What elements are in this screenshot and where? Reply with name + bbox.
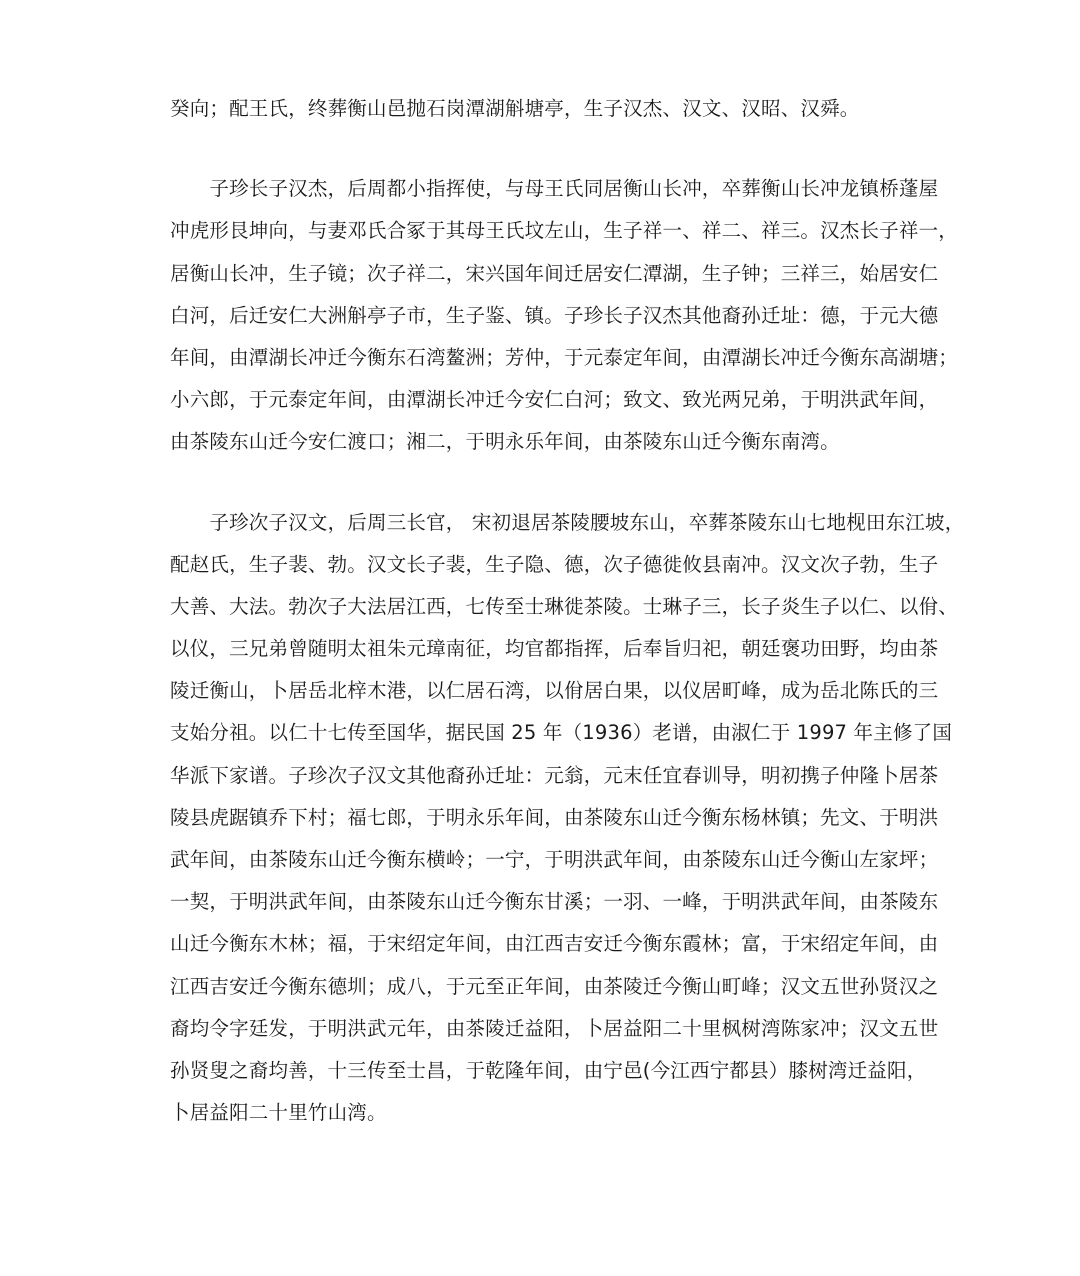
- text-line: 一契，于明洪武年间，由茶陵东山迁今衡东甘溪；一羽、一峰，于明洪武年间，由茶陵东: [170, 890, 939, 914]
- text-line: 裔均令字廷发，于明洪武元年，由茶陵迁益阳，卜居益阳二十里枫树湾陈家冲；汉文五世: [170, 1016, 939, 1040]
- paragraph-3: [170, 502, 965, 1135]
- text-line: 孙贤叟之裔均善，十三传至士昌，于乾隆年间，由宁邑(今江西宁都县）膝树湾迁益阳，: [170, 1058, 927, 1082]
- text-line: 江西吉安迁今衡东德圳；成八，于元至正年间，由茶陵迁今衡山町峰；汉文五世孙贤汉之: [170, 974, 939, 998]
- text-line: 大善、大法。勃次子大法居江西，七传至士琳徙茶陵。士琳子三，长子炎生子以仁、以佾、: [170, 594, 959, 618]
- paragraph-1: [170, 88, 965, 130]
- text-line: 年间，由潭湖长冲迁今衡东石湾鳌洲；芳仲，于元泰定年间，由潭湖长冲迁今衡东高湖塘；: [170, 345, 959, 369]
- text-line: 华派下家谱。子珍次子汉文其他裔孙迁址：元翁，元末任宜春训导，明初携子仲隆卜居茶: [170, 763, 939, 787]
- text-line: 配赵氏，生子裴、勃。汉文长子裴，生子隐、德，次子德徙攸县南冲。汉文次子勃，生子: [170, 552, 939, 576]
- text-line: 卜居益阳二十里竹山湾。: [170, 1101, 387, 1125]
- text-line: 山迁今衡东木林；福，于宋绍定年间，由江西吉安迁今衡东霞林；富，于宋绍定年间，由: [170, 932, 939, 956]
- text-line: 陵迁衡山，卜居岳北梓木港，以仁居石湾，以佾居白果，以仪居町峰，成为岳北陈氏的三: [170, 679, 939, 703]
- text-line: 支始分祖。以仁十七传至国华，据民国 25 年（1936）老谱，由淑仁于 1997 年主修了国: [170, 721, 953, 745]
- text-line: 子珍次子汉文，后周三长官， 宋初退居茶陵腰坡东山，卒葬茶陵东山七地枧田东江坡，: [170, 510, 965, 534]
- text-line: 由茶陵东山迁今安仁渡口；湘二，于明永乐年间，由茶陵东山迁今衡东南湾。: [170, 430, 840, 454]
- text-line: 冲虎形艮坤向，与妻邓氏合冢于其母王氏坟左山，生子祥一、祥二、祥三。汉杰长子祥一，: [170, 219, 959, 243]
- paragraph-spacing: [170, 130, 965, 168]
- text-line: 小六郎，于元泰定年间，由潭湖长冲迁今安仁白河；致文、致光两兄弟，于明洪武年间，: [170, 388, 939, 412]
- document-page: [170, 88, 965, 1134]
- text-line: 子珍长子汉杰，后周都小指挥使，与母王氏同居衡山长冲，卒葬衡山长冲龙镇桥蓬屋: [170, 177, 939, 201]
- text-line: 以仪，三兄弟曾随明太祖朱元璋南征，均官都指挥，后奉旨归祀，朝廷褒功田野，均由茶: [170, 637, 939, 661]
- text-line: 陵县虎踞镇乔下村；福七郎，于明永乐年间，由茶陵东山迁今衡东杨林镇；先文、于明洪: [170, 805, 939, 829]
- paragraph-2: [170, 168, 965, 463]
- text-line: 武年间，由茶陵东山迁今衡东横岭；一宁，于明洪武年间，由茶陵东山迁今衡山左家坪；: [170, 848, 939, 871]
- paragraph-spacing: [170, 464, 965, 502]
- text-line: 居衡山长冲，生子镜；次子祥二，宋兴国年间迁居安仁潭湖，生子钟；三祥三，始居安仁: [170, 261, 939, 285]
- text-line: 癸向；配王氏，终葬衡山邑抛石岗潭湖斛塘亭，生子汉杰、汉文、汉昭、汉舜。: [170, 97, 860, 120]
- text-line: 白河，后迁安仁大洲斛亭子市，生子鉴、镇。子珍长子汉杰其他裔孙迁址：德，于元大德: [170, 303, 939, 327]
